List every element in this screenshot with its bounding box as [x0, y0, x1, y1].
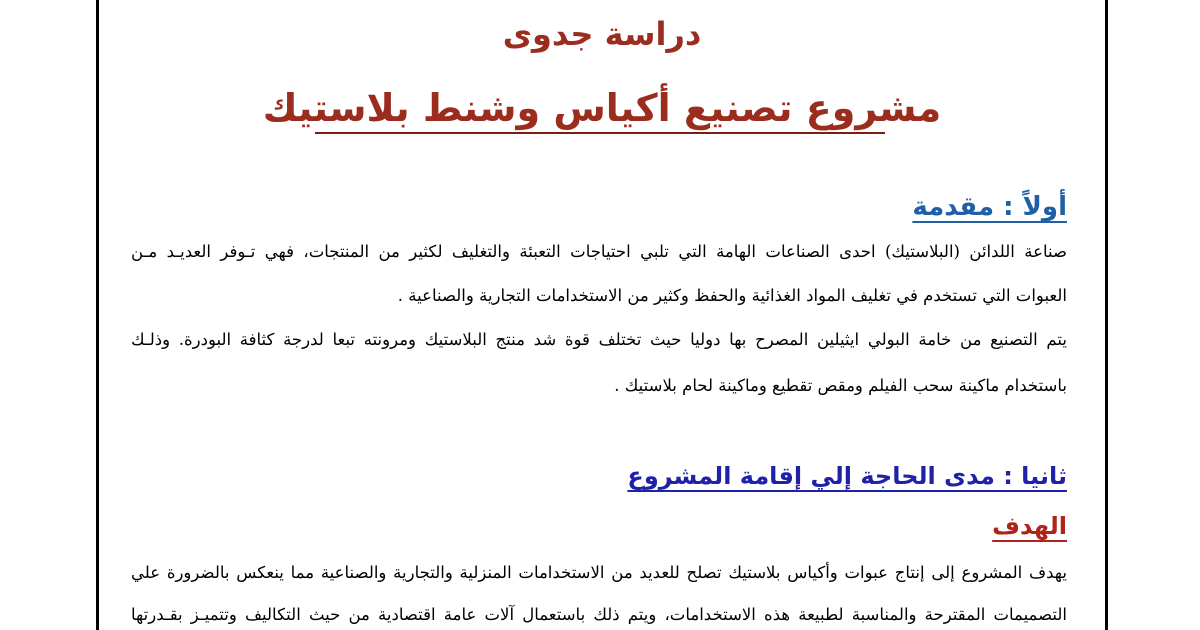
- goal-line-1: يهدف المشروع إلى إنتاج عبوات وأكياس بلاستيك تصلح للعديد من الاستخدامات المنزلية والتجارية والصناعية مما ينعكس بالضرورة علي: [131, 563, 1067, 582]
- heading-goal: الهدف: [992, 512, 1067, 540]
- document-page: [96, 0, 1108, 630]
- intro-line-4: باستخدام ماكينة سحب الفيلم ومقص تقطيع وماكينة لحام بلاستيك .: [614, 376, 1067, 395]
- title-underline: [315, 132, 885, 134]
- heading-project-need: ثانيا : مدى الحاجة إلي إقامة المشروع: [627, 462, 1067, 490]
- heading-introduction: أولاً : مقدمة: [912, 192, 1067, 222]
- intro-line-3: يتم التصنيع من خامة البولي ايثيلين المصرح بها دوليا حيث تختلف قوة شد منتج البلاستيك ومرونته تبعا لدرجة كثافة البودرة. وذلـك: [131, 330, 1067, 349]
- title-feasibility-study: دراسة جدوى: [502, 15, 702, 53]
- intro-line-1: صناعة اللدائن (البلاستيك) احدى الصناعات الهامة التي تلبي احتياجات التعبئة والتغليف لكثير من المنتجات، فهي تـوفر العديـد مـن: [131, 242, 1067, 261]
- intro-line-2: العبوات التي تستخدم في تغليف المواد الغذائية والحفظ وكثير من الاستخدامات التجارية والصناعية .: [397, 286, 1067, 305]
- goal-line-2: التصميمات المقترحة والمناسبة لطبيعة هذه الاستخدامات، ويتم ذلك باستعمال آلات عامة اقتصادية من حيث التكاليف وتتميـز بقـدرتها: [131, 605, 1067, 624]
- title-project-name: مشروع تصنيع أكياس وشنط بلاستيك: [262, 86, 942, 130]
